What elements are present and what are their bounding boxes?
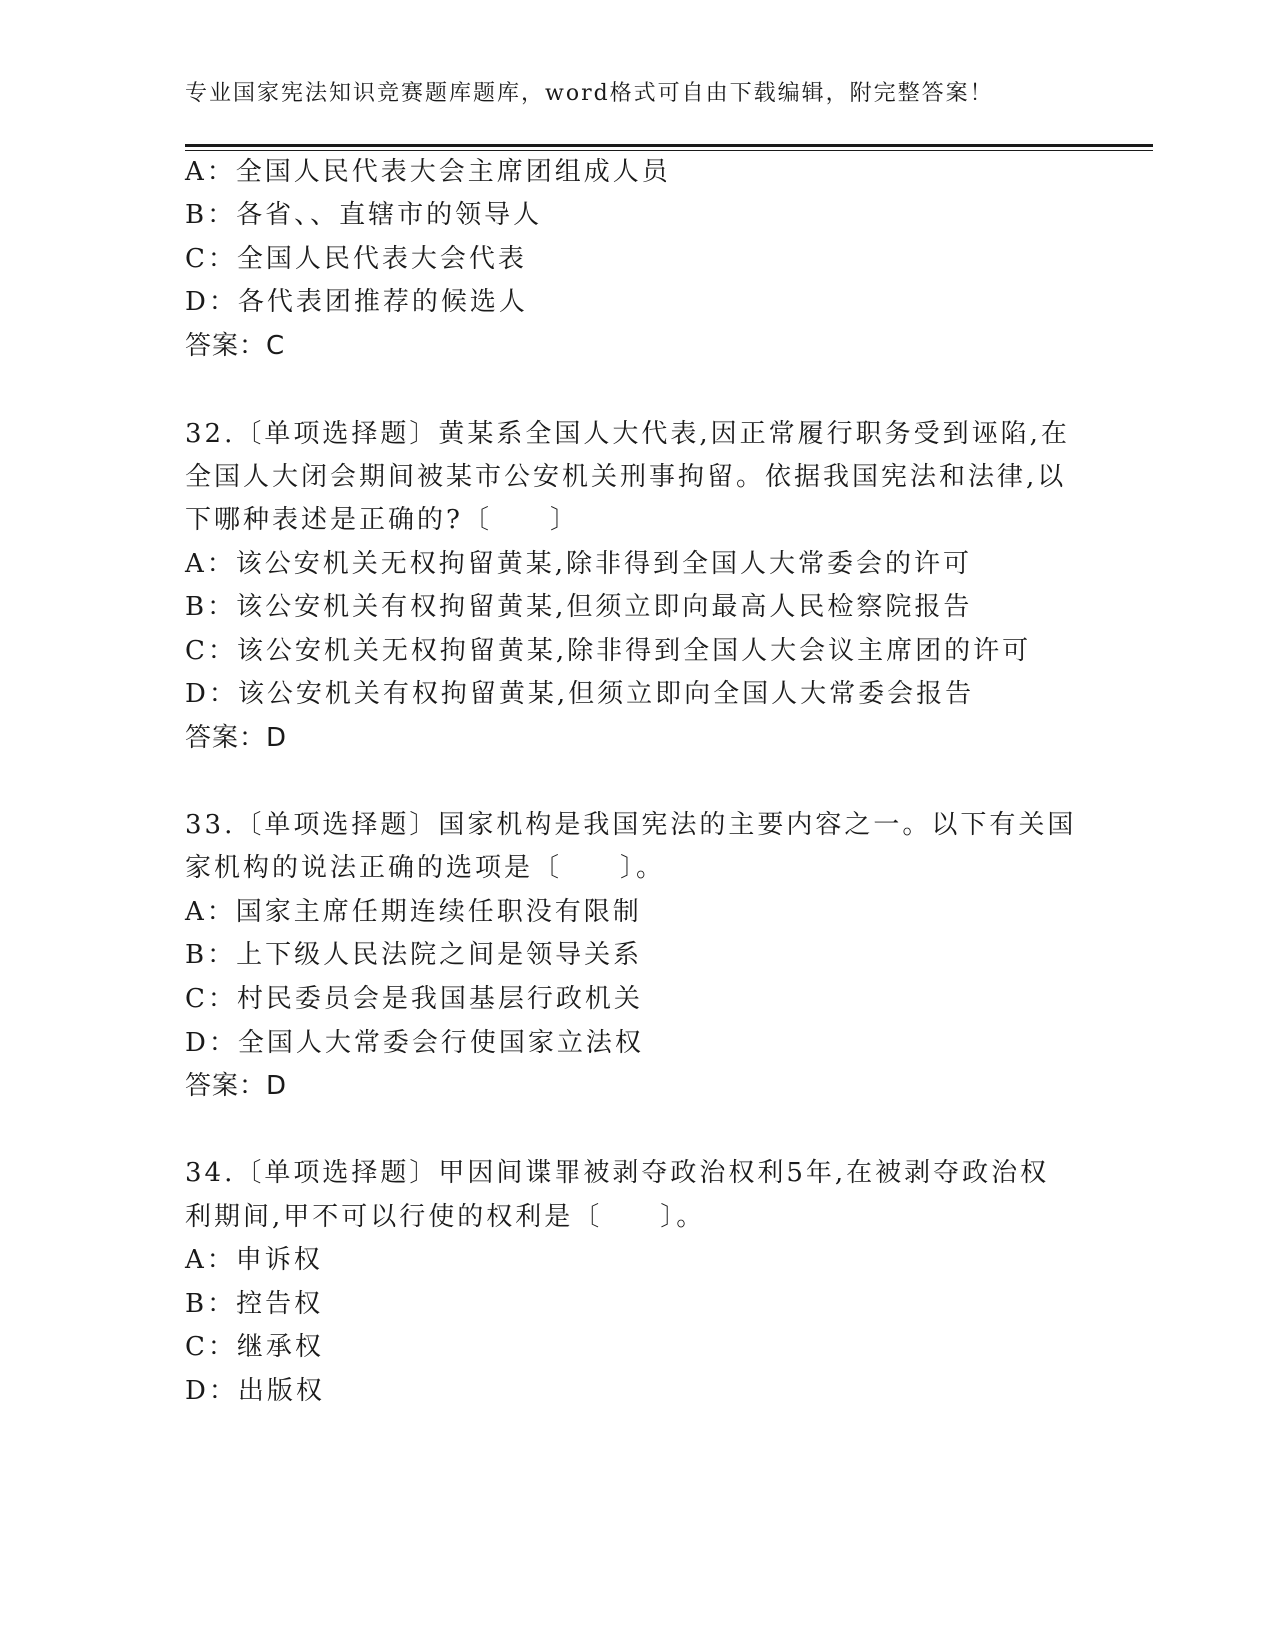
q31-option-c: C：全国人民代表大会代表 [185,244,527,274]
q33-answer: 答案：D [185,1071,288,1101]
q33-stem-line-1: 33.〔单项选择题〕国家机构是我国宪法的主要内容之一。以下有关国 [185,810,1077,840]
q32-stem-line-2: 全国人大闭会期间被某市公安机关刑事拘留。依据我国宪法和法律,以 [185,462,1067,492]
q32-option-d: D：该公安机关有权拘留黄某,但须立即向全国人大常委会报告 [185,679,975,709]
q33-option-b: B：上下级人民法院之间是领导关系 [185,940,643,970]
q34-option-b: B：控告权 [185,1289,324,1319]
q32-option-b: B：该公安机关有权拘留黄某,但须立即向最高人民检察院报告 [185,592,973,622]
q31-option-a: A：全国人民代表大会主席团组成人员 [185,157,671,187]
page-header: 专业国家宪法知识竞赛题库题库，word格式可自由下载编辑，附完整答案！ [185,81,994,106]
q33-option-d: D：全国人大常委会行使国家立法权 [185,1028,644,1058]
q34-stem-line-2: 利期间,甲不可以行使的权利是〔 〕。 [185,1202,706,1232]
q32-option-c: C：该公安机关无权拘留黄某,除非得到全国人大会议主席团的许可 [185,636,1032,666]
q31-option-b: B：各省、、直辖市的领导人 [185,200,543,230]
q34-option-a: A：申诉权 [185,1245,323,1275]
q32-option-a: A：该公安机关无权拘留黄某,除非得到全国人大常委会的许可 [185,549,973,579]
q32-answer: 答案：D [185,723,288,753]
q32-stem-line-1: 32.〔单项选择题〕黄某系全国人大代表,因正常履行职务受到诬陷,在 [185,419,1070,449]
q31-answer: 答案：C [185,331,286,361]
q33-stem-line-2: 家机构的说法正确的选项是〔 〕。 [185,853,666,883]
header-rule-thin [185,150,1153,151]
q33-option-a: A：国家主席任期连续任职没有限制 [185,897,642,927]
header-rule-thick [185,144,1153,147]
q34-stem-line-1: 34.〔单项选择题〕甲因间谍罪被剥夺政治权利5年,在被剥夺政治权 [185,1158,1050,1188]
q32-stem-line-3: 下哪种表述是正确的?〔 〕 [185,505,579,535]
q31-option-d: D：各代表团推荐的候选人 [185,287,528,317]
q34-option-d: D：出版权 [185,1376,325,1406]
q33-option-c: C：村民委员会是我国基层行政机关 [185,984,643,1014]
q34-option-c: C：继承权 [185,1332,324,1362]
